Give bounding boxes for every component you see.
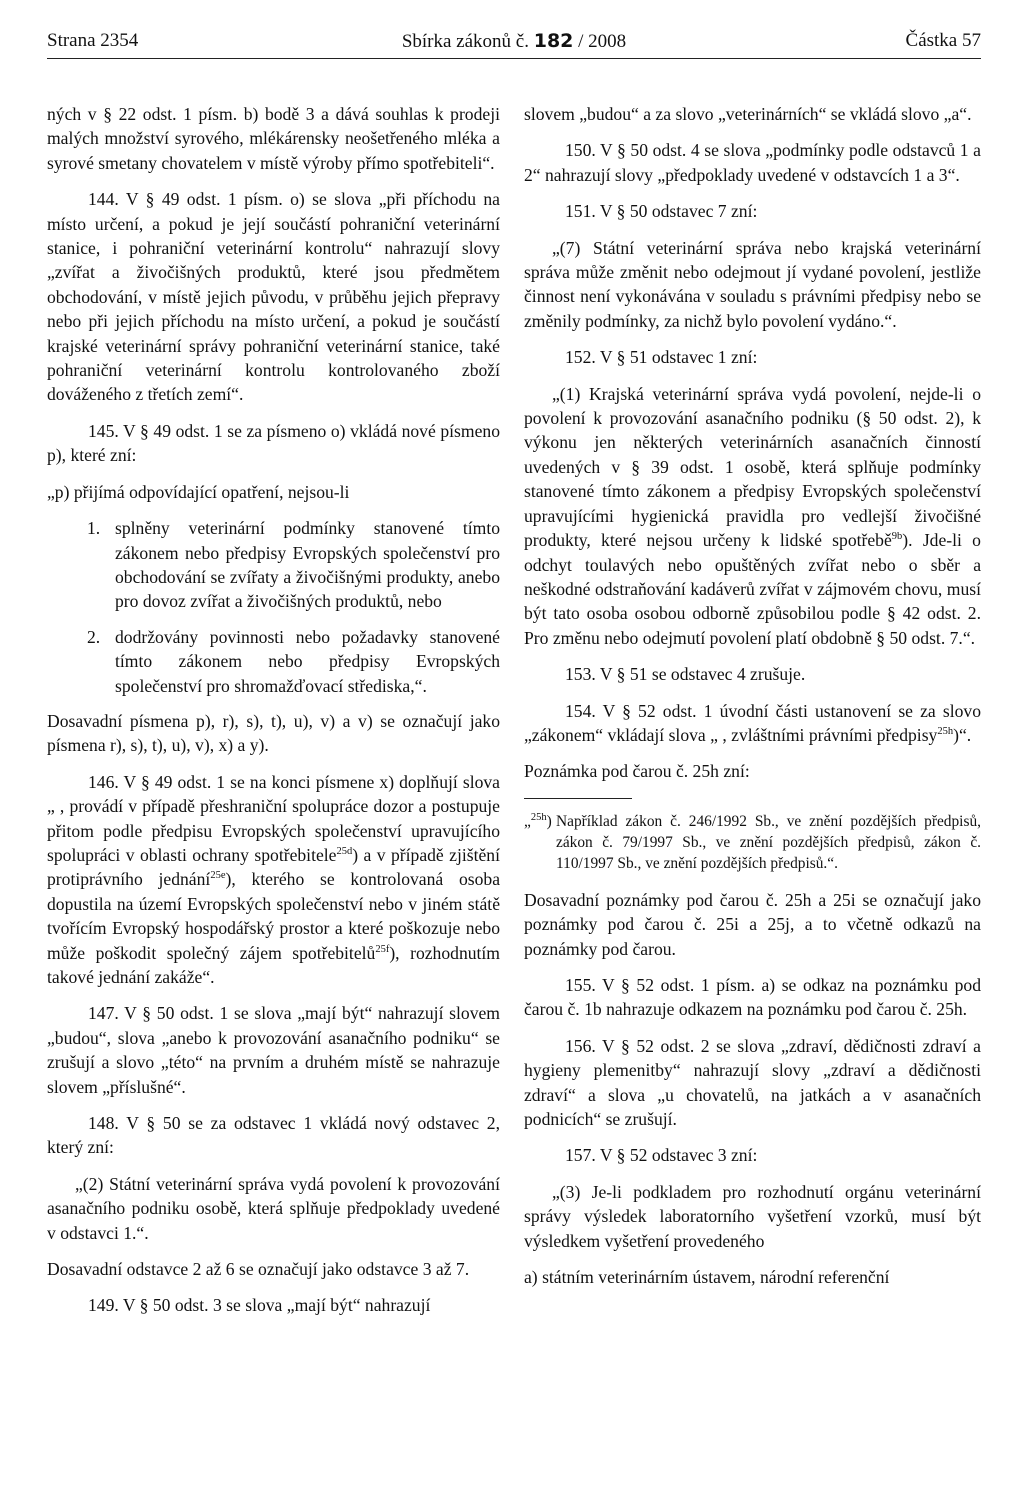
footnote-ref-25d: 25d — [336, 846, 353, 858]
paragraph-149-start: 149. V § 50 odst. 3 se slova „mají být“ nahrazují — [88, 1295, 431, 1316]
paragraph-dosavadni-odstavce: Dosavadní odstavce 2 až 6 se označují jako odstavce 3 až 7. — [47, 1259, 470, 1280]
list-item-text: dodržovány povinnosti nebo požadavky stanovené tímto zákonem nebo předpisy Evropských společenství pro shromažďovací střediska,“. — [115, 626, 500, 696]
paragraph-153: 153. V § 51 se odstavec 4 zrušuje. — [565, 664, 806, 685]
footnote-25h — [524, 811, 981, 874]
paragraph-157-item-a: a) státním veterinárním ústavem, národní referenční — [524, 1267, 890, 1288]
footnote-ref-25h: 25h — [937, 726, 954, 738]
paragraph-poznamka: Poznámka pod čarou č. 25h zní: — [524, 761, 750, 782]
left-column — [47, 102, 500, 1330]
paragraph-151: 151. V § 50 odstavec 7 zní: — [565, 201, 758, 222]
list-item-number: 2. — [87, 626, 101, 647]
collection-year: / 2008 — [578, 31, 627, 52]
paragraph-157-quote: „(3) Je-li podkladem pro rozhodnutí orgánu veterinární správy výsledek laboratorního vyšetření vzorků, musí být výsledkem vyšetření provedeného — [524, 1181, 981, 1251]
paragraph-dosavadni-poznamky: Dosavadní poznámky pod čarou č. 25h a 25i se označují jako poznámky pod čarou č. 25i a 25j, a to včetně odkazů na poznámky pod čarou. — [524, 889, 981, 959]
paragraph-152-quote-part-a: „(1) Krajská veterinární správa vydá povolení, nejde-li o povolení k provozování asanačního podniku (§ 50 odst. 2), k výkonu jen některých veterinárních asanačních činností uvedených v § 39 odst. 1 osobě, která splňuje podmínky stanovené tímto zákonem a předpisy Evropských společenství upravujícími hygienická pravidla pro vedlejší živočišné produkty, které nejsou určeny k lidské spotřebě — [524, 383, 981, 551]
list-item — [87, 625, 500, 698]
footnote-marker-sup: 25h — [530, 811, 547, 823]
paragraph-152-quote — [524, 382, 981, 650]
paragraph-145: 145. V § 49 odst. 1 se za písmeno o) vkládá nové písmeno p), které zní: — [47, 420, 500, 466]
page-number: Strana 2354 — [47, 30, 139, 51]
paragraph-146-part-a: 146. V § 49 odst. 1 se na konci písmene x) doplňují slova „ , provádí v případě přeshraniční spolupráce dozor a postupuje přitom podle předpisu Evropských společenství upravujícího spolupráci v oblasti ochrany spotřebitele — [47, 771, 500, 865]
footnote-marker-open: „ — [524, 812, 531, 830]
list-item-number: 1. — [87, 518, 101, 539]
paragraph-151-quote: „(7) Státní veterinární správa nebo krajská veterinární správa může změnit nebo odejmout jí vydané povolení, jestliže činnost není vykonávána v souladu s právními předpisy nebo se změnily podmínky, za nichž bylo povolení vydáno.“. — [524, 237, 981, 331]
right-column — [524, 102, 981, 1301]
paragraph-146-part-d: ), rozhodnutím takové jednání zakáže“. — [47, 942, 500, 987]
paragraph-156: 156. V § 52 odst. 2 se slova „zdraví, dědičnosti zdraví a hygieny plemenitby“ nahrazují slovy „zdraví a dědičnosti zdraví“ a slova „u chovatelů, na jatkách a v asanačních podnicích“ se zrušují. — [524, 1035, 981, 1129]
paragraph-intro: ných v § 22 odst. 1 písm. b) bodě 3 a dává souhlas k prodeji malých množství syrového, mlékárensky neošetřeného mléka a syrové smetany chovatelem v místě výroby přímo spotřebiteli“. — [47, 104, 500, 173]
footnote-marker — [524, 811, 556, 874]
paragraph-157: 157. V § 52 odstavec 3 zní: — [565, 1145, 758, 1166]
footnote-ref-25f: 25f — [375, 943, 390, 955]
paragraph-147: 147. V § 50 odst. 1 se slova „mají být“ nahrazují slovem „budou“, slova „anebo k provozování asanačního podniku“ se zrušují a slovo „této“ na prvním a druhém místě se nahrazuje slovem „příslušné“. — [47, 1003, 500, 1097]
footnote-ref-25e: 25e — [210, 870, 226, 882]
paragraph-145-quote: „p) přijímá odpovídající opatření, nejsou-li — [47, 481, 350, 502]
paragraph-152: 152. V § 51 odstavec 1 zní: — [565, 347, 758, 368]
paragraph-148-quote: „(2) Státní veterinární správa vydá povolení k provozování asanačního podniku osobě, která splňuje předpoklady uvedené v odstavci 1.“. — [47, 1173, 500, 1243]
paragraph-146 — [47, 770, 500, 990]
collection-title — [47, 30, 981, 53]
list-item-text: splněny veterinární podmínky stanovené tímto zákonem nebo předpisy Evropských společenství pro obchodování se zvířaty a živočišnými produkty, anebo pro dovoz zvířat a živočišných produktů, nebo — [115, 518, 500, 612]
paragraph-155: 155. V § 52 odst. 1 písm. a) se odkaz na poznámku pod čarou č. 1b nahrazuje odkazem na poznámku pod čarou č. 25h. — [524, 974, 981, 1020]
paragraph-152-quote-part-b: ). Jde-li o odchyt toulavých nebo opuštěných zvířat nebo o sběr a neškodné odstraňování kadáverů zvířat v zájmovém chovu, musí být tato osoba osobou odborně způsobilou podle § 42 odst. 2. Pro změnu nebo odejmutí povolení platí obdobně § 50 odst. 7.“. — [524, 530, 981, 648]
footnote-text: Například zákon č. 246/1992 Sb., ve znění pozdějších předpisů, zákon č. 79/1997 Sb., ve znění pozdějších předpisů, zákon č. 110/1997 Sb., ve znění pozdějších předpisů.“. — [556, 812, 981, 872]
paragraph-dosavadni-pismena: Dosavadní písmena p), r), s), t), u), v) a v) se označují jako písmena r), s), t), u), v), x) a y). — [47, 710, 500, 756]
footnote-divider — [524, 798, 632, 799]
part-number: Částka 57 — [905, 30, 981, 51]
footnote-ref-9b: 9b — [891, 531, 903, 543]
page-header — [47, 28, 981, 59]
paragraph-150: 150. V § 50 odst. 4 se slova „podmínky podle odstavců 1 a 2“ nahrazují slovy „předpoklady uvedené v odstavcích 1 a 3“. — [524, 140, 981, 185]
paragraph-154-part-a: 154. V § 52 odst. 1 úvodní části ustanovení se za slovo „zákonem“ vkládají slova „ , zvláštními právními předpisy — [524, 700, 981, 745]
list-item — [87, 516, 500, 614]
paragraph-149-end: slovem „budou“ a za slovo „veterinárních“ se vkládá slovo „a“. — [524, 104, 972, 124]
collection-number: 182 — [533, 30, 574, 52]
paragraph-146-part-c: ), kterého se kontrolovaná osoba dopustila na území Evropských společenství nebo v jiném státě tvořícím Evropský hospodářský prostor a které poškozuje nebo může poškodit společný zájem spotřebitelů — [47, 869, 501, 963]
paragraph-148: 148. V § 50 se za odstavec 1 vkládá nový odstavec 2, který zní: — [47, 1113, 500, 1158]
collection-title-prefix: Sbírka zákonů č. — [401, 31, 529, 52]
paragraph-144: 144. V § 49 odst. 1 písm. o) se slova „při příchodu na místo určení, a pokud je její součástí pohraniční veterinární stanice, i pohraniční veterinární kontrolu“ nahrazují slovy „zvířat a živočišných produktů, které jsou předmětem obchodování, v místě jejich původu, v průběhu jejich přepravy nebo při jejich příchodu na místo určení, a pokud je součástí krajské veterinární správy pohraniční veterinární stanice, také pohraniční veterinární kontrolu kontrolovaného zboží dováženého z třetích zemí“. — [47, 189, 500, 405]
footnote-marker-close: ) — [546, 812, 552, 830]
paragraph-154-part-b: )“. — [953, 724, 972, 745]
paragraph-146-part-b: ) a v případě zjištění protiprávního jednání — [47, 844, 500, 890]
paragraph-154 — [524, 699, 981, 748]
